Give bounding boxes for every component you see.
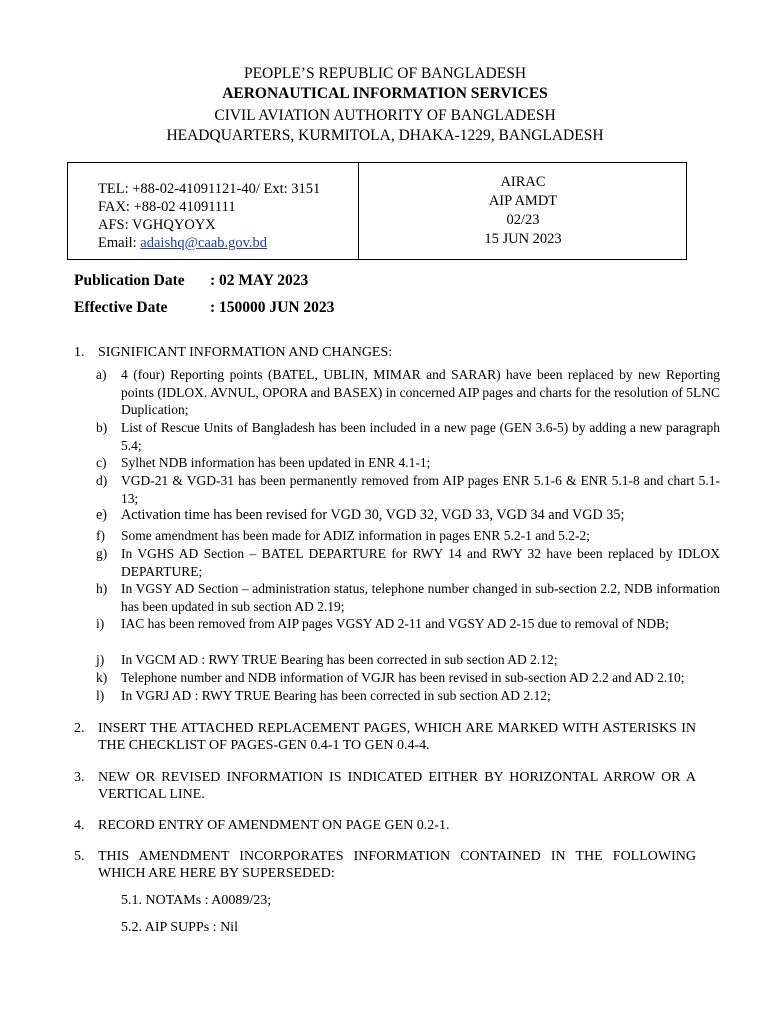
- effective-date-value: : 150000 JUN 2023: [210, 299, 335, 316]
- superseded-notams: 5.1. NOTAMs : A0089/23;: [121, 893, 272, 908]
- publication-date-label: Publication Date: [74, 272, 185, 289]
- info-box: [67, 162, 687, 260]
- amdt-label: AIP AMDT: [488, 193, 558, 209]
- change-item-e: [96, 507, 720, 525]
- section-number: 1.: [74, 345, 85, 360]
- section-text: INSERT THE ATTACHED REPLACEMENT PAGES, WHICH ARE MARKED WITH ASTERISKS IN THE CHECKLIST OF PAGES-GEN 0.4-1 TO GEN 0.4-4.: [98, 721, 696, 753]
- email-link[interactable]: adaishq@caab.gov.bd: [140, 235, 268, 251]
- change-item-k: [96, 669, 720, 687]
- item-text: Sylhet NDB information has been updated in ENR 4.1-1;: [121, 455, 431, 470]
- section-text: NEW OR REVISED INFORMATION IS INDICATED EITHER BY HORIZONTAL ARROW OR A VERTICAL LINE.: [98, 770, 696, 802]
- section-1: [74, 344, 696, 361]
- change-item-c: [96, 454, 720, 472]
- contact-block: [98, 180, 320, 252]
- section-number: 2.: [74, 721, 85, 736]
- change-item-l: [96, 687, 720, 705]
- publication-date-value: : 02 MAY 2023: [210, 272, 309, 289]
- contact-tel: TEL: +88-02-41091121-40/ Ext: 3151: [98, 181, 321, 197]
- section-4: [74, 817, 696, 834]
- item-text: IAC has been removed from AIP pages VGSY AD 2-11 and VGSY AD 2-15 due to removal of NDB;: [121, 616, 669, 631]
- airac-block: [358, 173, 688, 249]
- item-text: Activation time has been revised for VGD 30, VGD 32, VGD 33, VGD 34 and VGD 35;: [121, 507, 625, 523]
- header-authority: CIVIL AVIATION AUTHORITY OF BANGLADESH: [214, 107, 556, 124]
- section-text: THIS AMENDMENT INCORPORATES INFORMATION CONTAINED IN THE FOLLOWING WHICH ARE HERE BY SUPERSEDED:: [98, 849, 696, 881]
- amdt-date: 15 JUN 2023: [484, 231, 562, 247]
- section-text: SIGNIFICANT INFORMATION AND CHANGES:: [98, 345, 393, 360]
- effective-date-label: Effective Date: [74, 299, 168, 316]
- section-2: [74, 720, 696, 754]
- item-text: In VGCM AD : RWY TRUE Bearing has been corrected in sub section AD 2.12;: [121, 652, 558, 667]
- section-3: [74, 769, 696, 803]
- header-country: PEOPLE’S REPUBLIC OF BANGLADESH: [243, 65, 527, 82]
- item-letter: f): [96, 528, 105, 543]
- item-letter: k): [96, 670, 108, 685]
- airac-label: AIRAC: [500, 174, 546, 190]
- item-text: In VGRJ AD : RWY TRUE Bearing has been corrected in sub section AD 2.12;: [121, 688, 551, 703]
- item-letter: h): [96, 581, 108, 596]
- item-letter: b): [96, 420, 108, 435]
- change-item-d: [96, 472, 720, 507]
- section-number: 4.: [74, 818, 85, 833]
- item-text: In VGSY AD Section – administration status, telephone number changed in sub-section 2.2, NDB information has been updated in sub section AD 2.19;: [121, 581, 720, 614]
- superseded-supps: 5.2. AIP SUPPs : Nil: [121, 920, 238, 935]
- item-letter: a): [96, 367, 107, 382]
- item-letter: d): [96, 473, 108, 488]
- item-letter: i): [96, 616, 105, 631]
- contact-fax: FAX: +88-02 41091111: [98, 199, 236, 215]
- amdt-number: 02/23: [506, 212, 540, 228]
- change-item-h: [96, 580, 720, 615]
- item-letter: c): [96, 455, 107, 470]
- change-item-i: [96, 615, 720, 633]
- item-letter: l): [96, 688, 105, 703]
- item-letter: g): [96, 546, 108, 561]
- item-letter: j): [96, 652, 105, 667]
- item-letter: e): [96, 507, 108, 523]
- section-number: 5.: [74, 849, 85, 864]
- contact-afs: AFS: VGHQYOYX: [98, 217, 216, 233]
- publication-date: [74, 272, 308, 290]
- item-text: 4 (four) Reporting points (BATEL, UBLIN, MIMAR and SARAR) have been replaced by new Reporting points (IDLOX. AVNUL, OPORA and BASEX) in concerned AIP pages and charts for the resolution of 5LNC Duplication;: [121, 367, 720, 418]
- item-text: List of Rescue Units of Bangladesh has been included in a new page (GEN 3.6-5) by adding a new paragraph 5.4;: [121, 420, 720, 453]
- effective-date: [74, 299, 334, 317]
- section-5: [74, 848, 696, 882]
- change-item-g: [96, 545, 720, 580]
- section-number: 3.: [74, 770, 85, 785]
- section-text: RECORD ENTRY OF AMENDMENT ON PAGE GEN 0.2-1.: [98, 818, 450, 833]
- change-item-b: [96, 419, 720, 454]
- item-text: Telephone number and NDB information of VGJR has been revised in sub-section AD 2.2 and AD 2.10;: [121, 670, 685, 685]
- header-address: HEADQUARTERS, KURMITOLA, DHAKA-1229, BANGLADESH: [166, 127, 604, 144]
- item-text: In VGHS AD Section – BATEL DEPARTURE for RWY 14 and RWY 32 have been replaced by IDLOX DEPARTURE;: [121, 546, 720, 579]
- change-item-f: [96, 527, 720, 545]
- contact-email-row: [98, 234, 320, 252]
- header-service: AERONAUTICAL INFORMATION SERVICES: [222, 85, 548, 102]
- change-item-a: [96, 366, 720, 419]
- change-item-j: [96, 651, 720, 669]
- contact-email-label: Email:: [98, 235, 141, 251]
- item-text: VGD-21 & VGD-31 has been permanently removed from AIP pages ENR 5.1-6 & ENR 5.1-8 and chart 5.1-13;: [121, 473, 720, 506]
- item-text: Some amendment has been made for ADIZ information in pages ENR 5.2-1 and 5.2-2;: [121, 528, 591, 543]
